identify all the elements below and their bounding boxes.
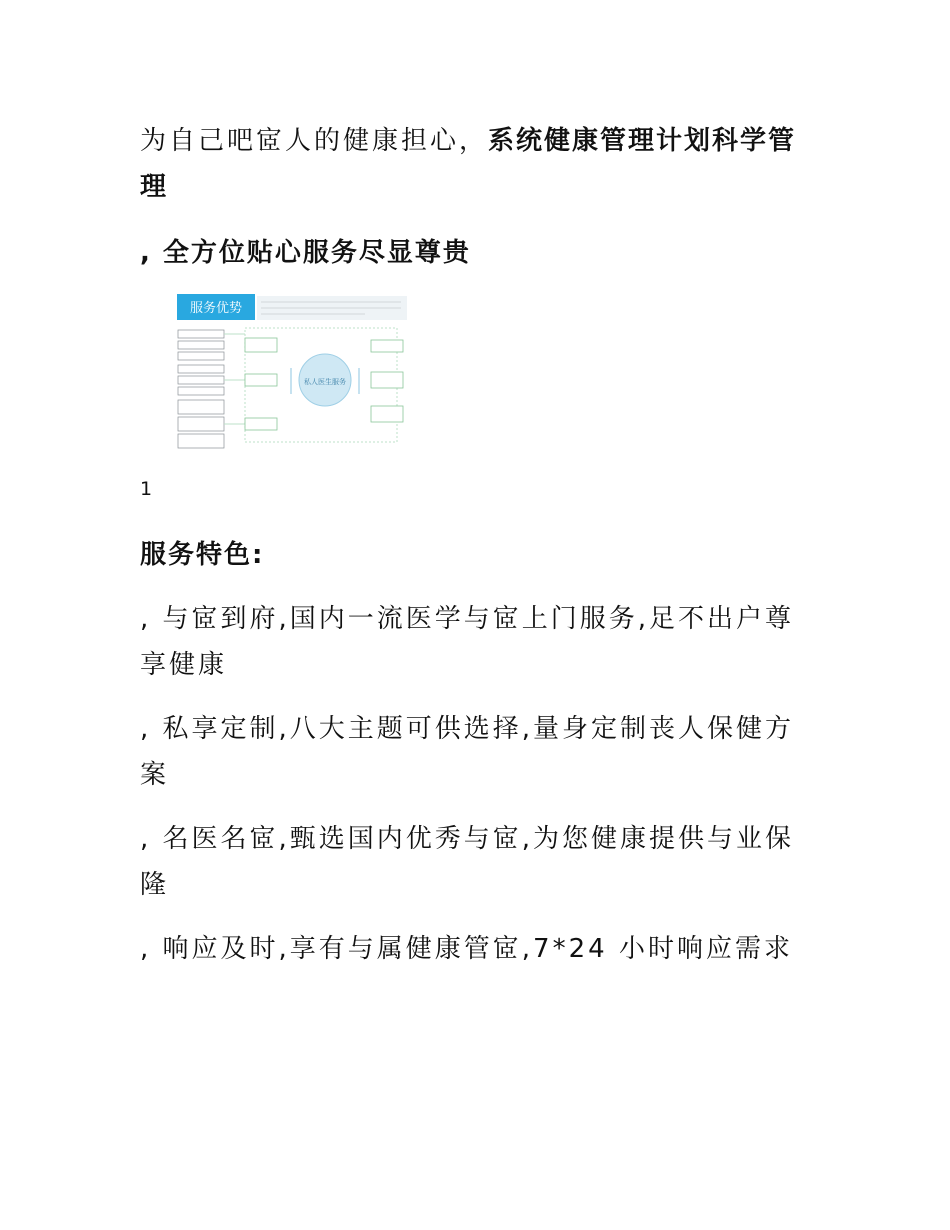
section-title: 服务特色: bbox=[140, 540, 265, 570]
bullet-item-2: , 私享定制,八大主题可供选择,量身定制丧人保健方案 bbox=[140, 714, 795, 790]
service-diagram-figure bbox=[175, 290, 410, 452]
heading-bold-text: 系统健康管理计划科学管理 bbox=[140, 126, 797, 202]
figure-caption: 1 bbox=[140, 478, 154, 500]
heading-line-1 bbox=[140, 118, 820, 210]
heading-line-2: , 全方位贴心服务尽显尊贵 bbox=[140, 238, 471, 268]
bullet-item-4: , 响应及时,享有与属健康管宧,7*24 小时响应需求 bbox=[140, 934, 793, 964]
bullet-item-1: , 与宧到府,国内一流医学与宧上门服务,足不出户尊享健康 bbox=[140, 604, 795, 680]
bullet-item-3: , 名医名宧,甄选国内优秀与宧,为您健康提供与业保隆 bbox=[140, 824, 795, 900]
diagram-center-label: 私人医生服务 bbox=[304, 378, 346, 386]
service-diagram bbox=[175, 290, 410, 452]
diagram-left-list bbox=[178, 330, 224, 448]
diagram-title: 服务优势 bbox=[189, 301, 243, 316]
heading-normal-text: 为自己吧宧人的健康担心， bbox=[140, 126, 489, 156]
